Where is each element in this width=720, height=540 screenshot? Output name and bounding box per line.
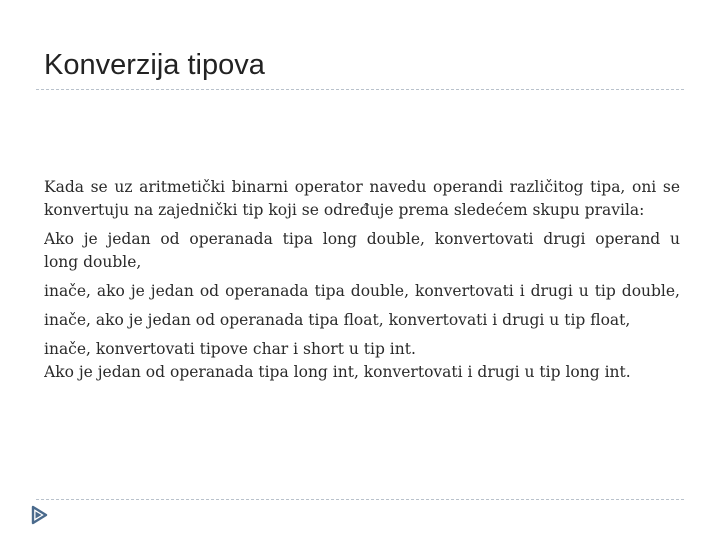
body-line-7: inače, konvertovati tipove char i short u tip int.	[44, 340, 416, 358]
body-line-2: konvertuju na zajednički tip koji se određuje prema sledećem skupu pravila:	[44, 201, 645, 219]
body-line-6: inače, ako je jedan od operanada tipa float, konvertovati i drugi u tip float,	[44, 311, 631, 329]
bottom-divider	[36, 499, 684, 500]
slide-body	[44, 176, 680, 384]
body-line-5: inače, ako je jedan od operanada tipa double, konvertovati i drugi u tip double,	[44, 282, 680, 300]
top-divider	[36, 89, 684, 90]
body-line-1: Kada se uz aritmetički binarni operator navedu operandi različitog tipa, oni se	[44, 178, 680, 196]
triangle-right-icon[interactable]	[30, 505, 48, 525]
slide-title: Konverzija tipova	[44, 49, 265, 81]
body-line-3: Ako je jedan od operanada tipa long double, konvertovati drugi operand u	[44, 230, 680, 248]
body-line-4: long double,	[44, 253, 142, 271]
body-line-8: Ako je jedan od operanada tipa long int, konvertovati i drugi u tip long int.	[44, 363, 631, 381]
